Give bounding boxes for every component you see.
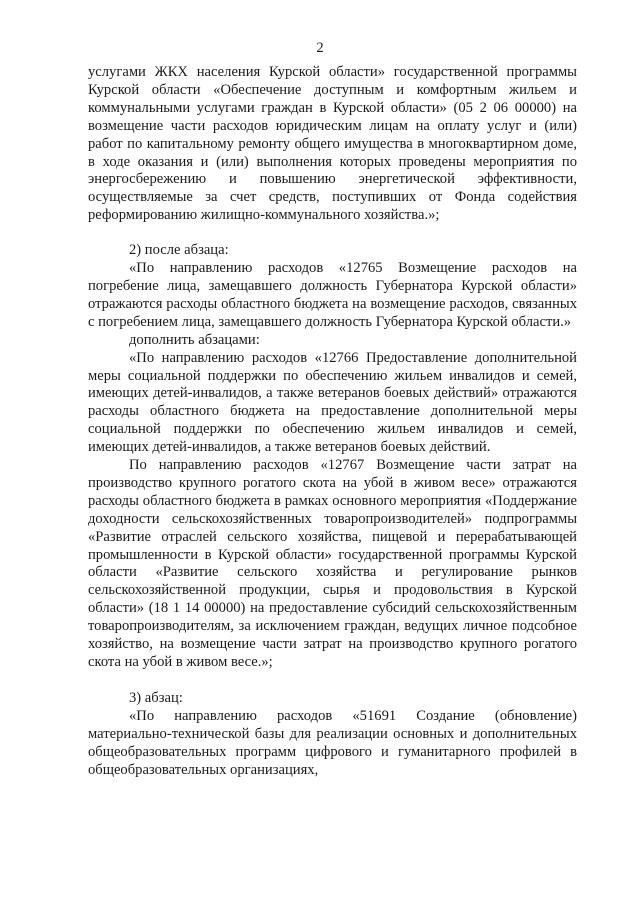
paragraph-quoted-12767: По направлению расходов «12767 Возмещение части затрат на производство крупного рогатого скота на убой в живом весе» отражаются расходы областного бюджета в рамках основного мероприятия «Поддержание доходности сельскохозяйственных товаропроизводителей» подпрограммы «Развитие отраслей сельского хозяйства, пищевой и перерабатывающей промышленности в Курской области» государственной программы Курской области «Развитие сельского хозяйства и регулирование рынков сельскохозяйственной продукции, сырья и продовольствия в Курской области» (18 1 14 00000) на предоставление субсидий сельскохозяйственным товаропроизводителям, за исключением граждан, ведущих личное подсобное хозяйство, на возмещение части затрат на производство крупного рогатого скота на убой в живом весе.»; — [88, 457, 577, 670]
paragraph-quoted-12765: «По направлению расходов «12765 Возмещение расходов на погребение лица, замещавшего должность Губернатора Курской области» отражаются расходы областного бюджета на возмещение расходов, связанных с погребением лица, замещавшего должность Губернатора Курской области.» — [88, 260, 577, 330]
paragraph-item-2-heading: 2) после абзаца: — [129, 242, 229, 259]
paragraph-supplement-intro: дополнить абзацами: — [129, 331, 260, 348]
paragraph-quoted-51691: «По направлению расходов «51691 Создание (обновление) материально-технической базы для реализации основных и дополнительных общеобразовательных программ цифрового и гуманитарного профилей в общеобразовательных организациях, — [88, 707, 577, 778]
page-number: 2 — [316, 40, 324, 56]
paragraph-item-3-heading: 3) абзац: — [129, 689, 183, 706]
document-body — [88, 64, 577, 779]
paragraph-quoted-12766: «По направлению расходов «12766 Предоставление дополнительной меры социальной поддержки по обеспечению жильем инвалидов и семей, имеющих детей-инвалидов, а также ветеранов боевых действий» отражаются расходы областного бюджета на предоставление дополнительной меры социальной поддержки по обеспечению жильем инвалидов и семей, имеющих детей-инвалидов, а также ветеранов боевых действий. — [88, 349, 577, 456]
paragraph-continuation: услугами ЖКХ населения Курской области» государственной программы Курской области «Обеспечение доступным и комфортным жильем и коммунальными услугами граждан в Курской области» (05 2 06 00000) на возмещение части расходов юридическим лицам на оплату услуг и (или) работ по капитальному ремонту общего имущества в многоквартирном доме, в ходе оказания и (или) выполнения которых проведены мероприятия по энергосбережению и повышению энергетической эффективности, осуществляемые за счет средств, поступивших от Фонда содействия реформированию жилищно-коммунального хозяйства.»; — [88, 64, 577, 224]
